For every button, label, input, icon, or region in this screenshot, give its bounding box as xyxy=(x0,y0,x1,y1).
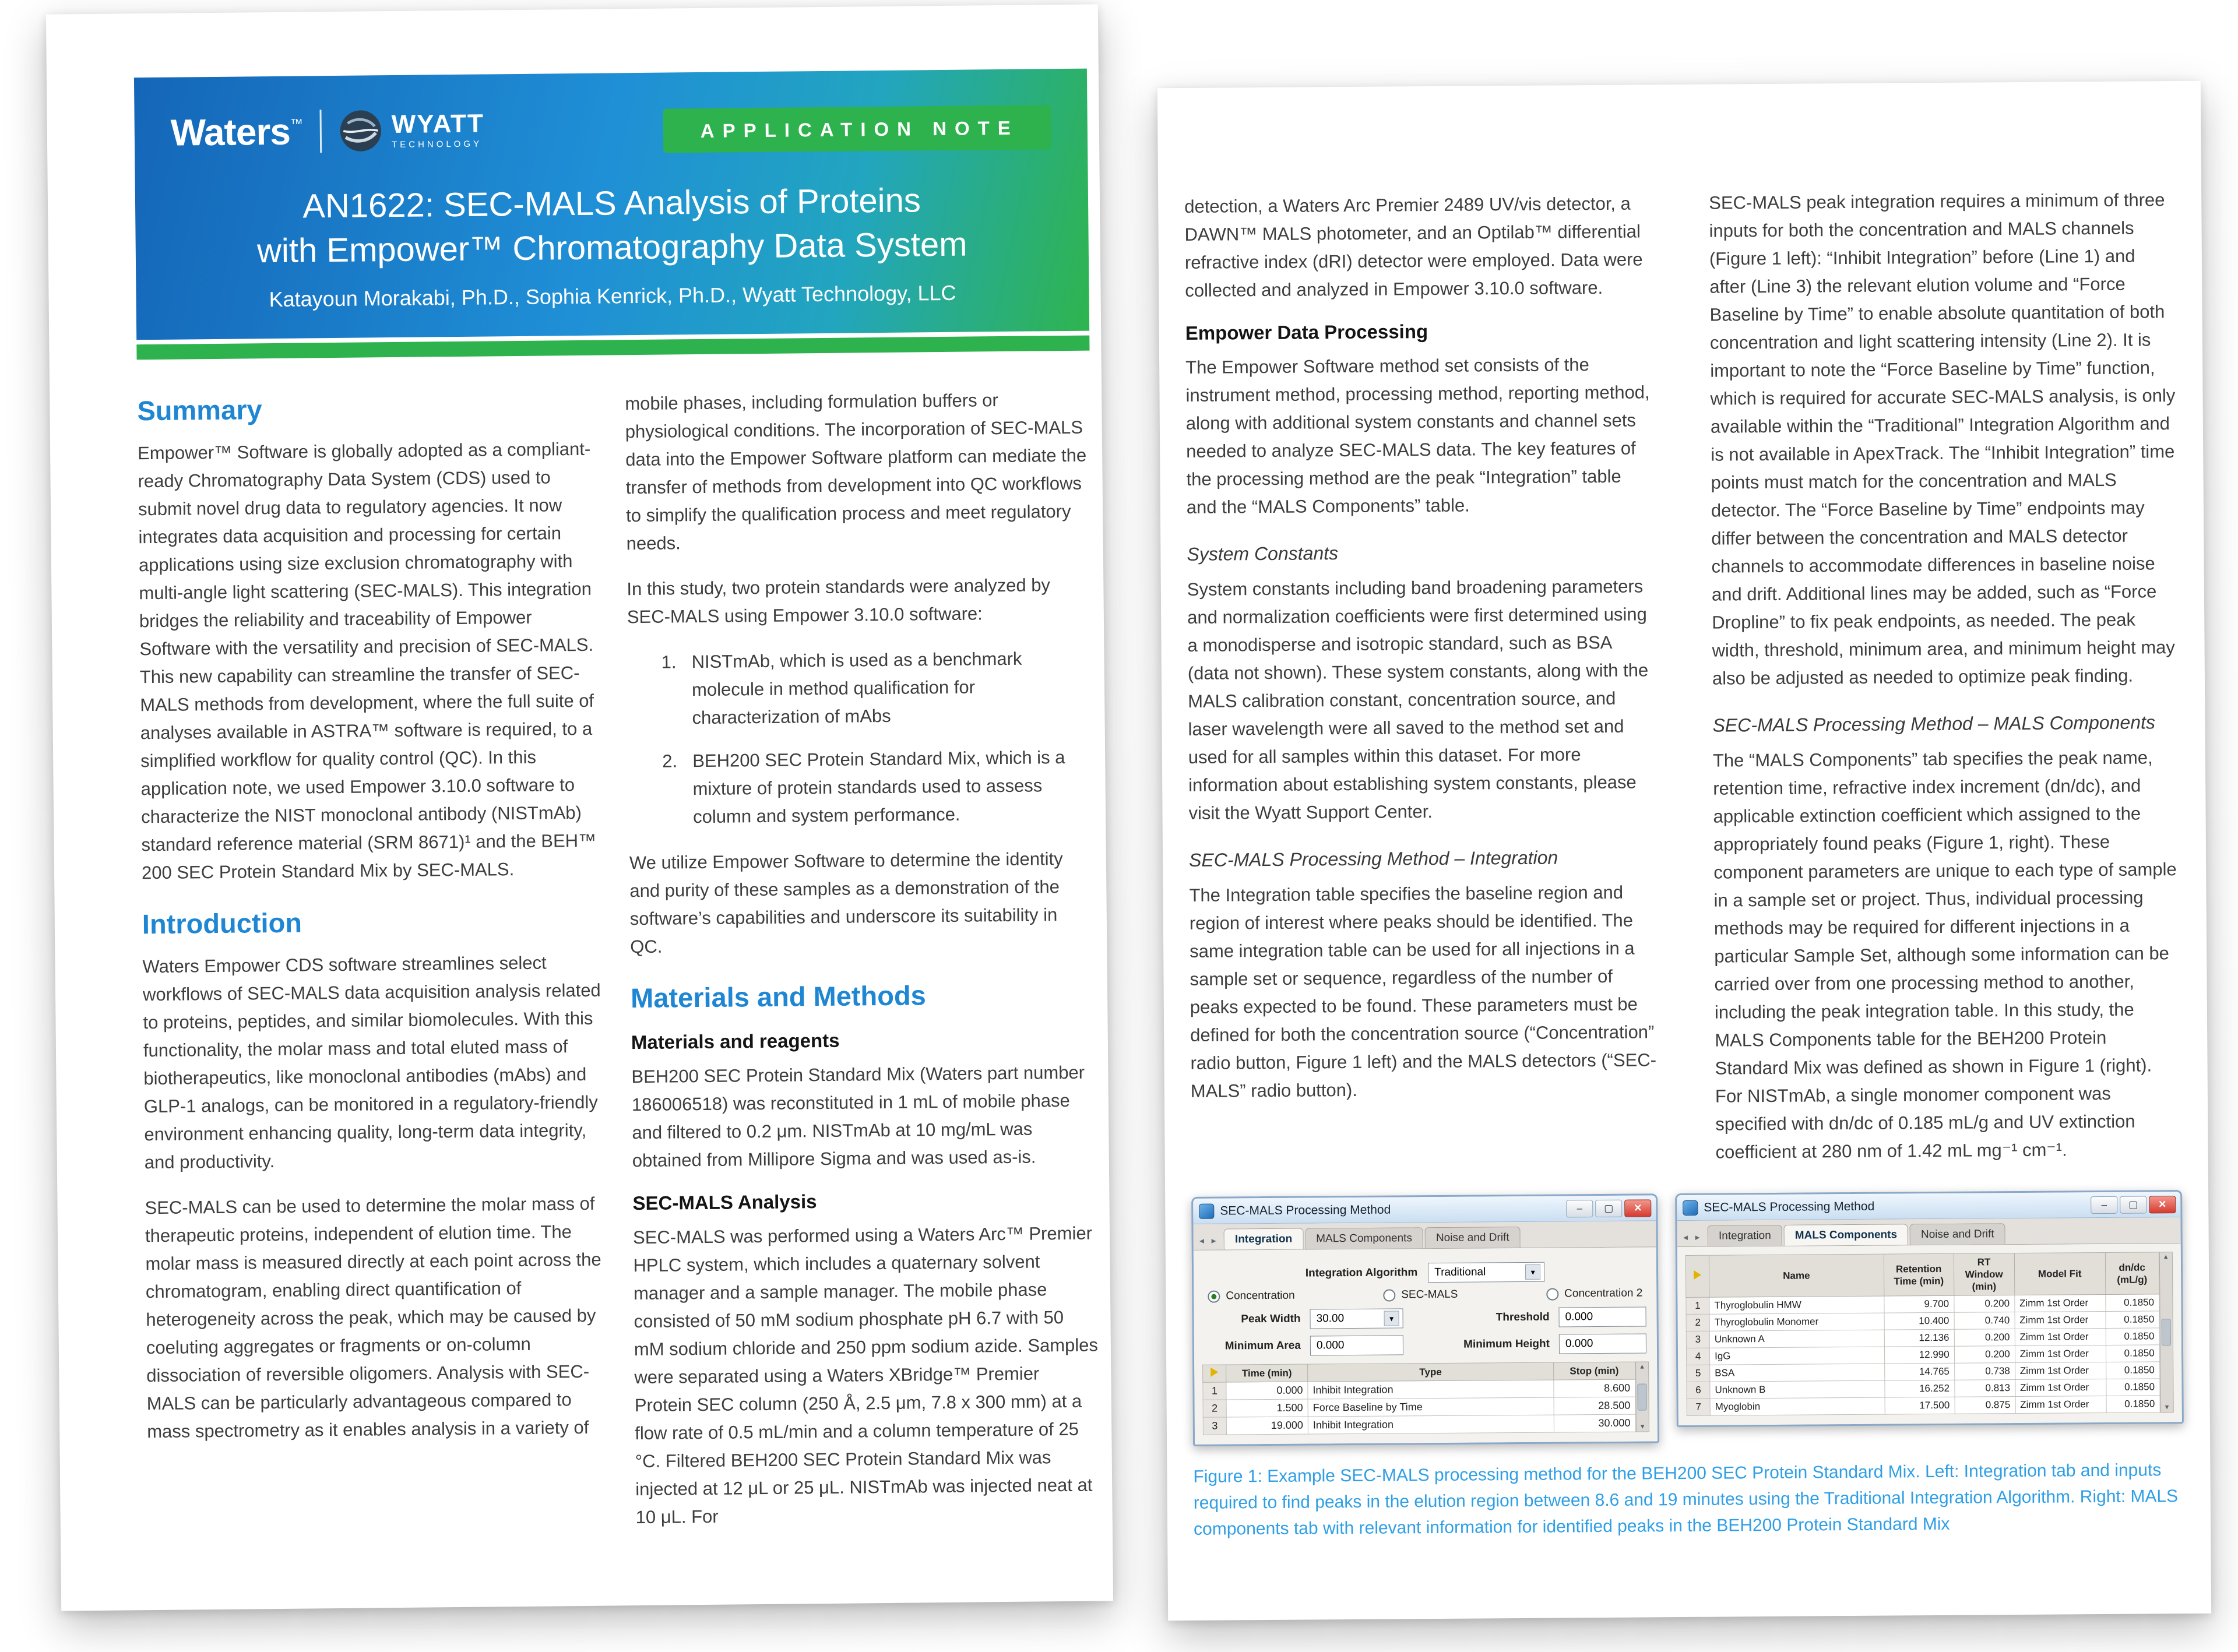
type-cell: Force Baseline by Time xyxy=(1308,1397,1554,1417)
paragraph: detection, a Waters Arc Premier 2489 UV/vis detector, a DAWN™ MALS photometer, and an Optilab™ differential refractive index (dRI) detector were employed. Data were collected and analyzed in Empower 3.10.0 software. xyxy=(1184,193,1643,301)
algorithm-label: Integration Algorithm xyxy=(1305,1266,1418,1280)
radio-sec-mals[interactable] xyxy=(1383,1288,1458,1302)
analysis-paragraph: SEC-MALS was performed using a Waters Arc™ Premier HPLC system, which includes a quaternary solvent manager and a sample manager. The mobile phase consisted of 50 mM sodium phosphate pH 6.7 with 50 mM sodium chloride and 250 ppm sodium azide. Samples were separated using a Waters XBridge™ Premier Protein SEC column (250 Å, 2.5 μm, 7.8 x 300 mm) at a flow rate of 0.5 mL/min and a column temperature of 25 °C. Filtered BEH200 SEC Protein Standard Mix was injected at 12 μL or 25 μL. NISTmAb was injected neat at 10 μL. For xyxy=(632,1223,1099,1528)
header-logo-row xyxy=(170,103,1051,158)
list-item xyxy=(662,744,1093,832)
mals-components-heading: SEC-MALS Processing Method – MALS Components xyxy=(1712,711,2156,736)
dialog-mals-components xyxy=(1675,1190,2184,1427)
grid-pointer-cell xyxy=(1203,1365,1226,1382)
radio-icon xyxy=(1383,1289,1395,1301)
stop-cell: 8.600 xyxy=(1554,1379,1635,1397)
wyatt-name: WYATT xyxy=(391,109,485,139)
name-cell: Unknown B xyxy=(1710,1380,1885,1399)
column-header: RT Window (min) xyxy=(1954,1253,2015,1296)
rt-cell: 14.765 xyxy=(1884,1363,1954,1380)
system-constants-heading: System Constants xyxy=(1187,543,1339,565)
column-header: Type xyxy=(1308,1362,1554,1382)
maximize-button[interactable]: ▢ xyxy=(1595,1199,1622,1217)
type-cell: Inhibit Integration xyxy=(1308,1380,1554,1399)
rt-cell: 12.990 xyxy=(1884,1346,1954,1364)
list-text: NISTmAb, which is used as a benchmark molecule in method qualification for characterization of mAbs xyxy=(691,648,1022,728)
radio-selected-icon xyxy=(1208,1290,1220,1302)
minimum-height-field[interactable]: 0.000 xyxy=(1559,1333,1646,1354)
paragraph: SEC-MALS peak integration requires a minimum of three inputs for both the concentration and MALS channels (Figure 1 left): “Inhibit Integration” before (Line 1) and after (Line 3) the relevant elution volume and “Force Baseline by Time” to enable absolute quantitation of both concentration and light scattering intensity (Line 2). It is important to note the “Force Baseline by Time” function, which is required for accurate SEC-MALS analysis, is only available within the “Traditional” Integration Algorithm and is not available in ApexTrack. The “Inhibit Integration” time points must match for the concentration and MALS detector. The “Force Baseline by Time” endpoints may differ between the concentration and MALS detector channels to accommodate differences in baseline noise and drift. Additional lines may be added, such as “Force Dropline” to fix peak endpoints, as needed. The peak width, threshold, minimum area, and minimum height may also be adjusted as needed to optimize peak finding. xyxy=(1709,189,2176,689)
column-header: Retention Time (min) xyxy=(1884,1253,1954,1296)
window-controls xyxy=(2091,1196,2176,1214)
name-cell: Myoglobin xyxy=(1710,1397,1885,1415)
grid-pointer-icon xyxy=(1694,1270,1701,1280)
page-1-column-2 xyxy=(625,386,1100,1549)
table-row[interactable] xyxy=(1687,1396,2160,1416)
time-cell: 0.000 xyxy=(1226,1382,1308,1400)
dialog-body xyxy=(1194,1247,1658,1445)
wyatt-wordmark xyxy=(392,111,485,150)
algorithm-row xyxy=(1204,1261,1646,1284)
row-number: 1 xyxy=(1203,1382,1226,1400)
window-cell: 0.740 xyxy=(1954,1312,2015,1330)
introduction-paragraph-2: SEC-MALS can be used to determine the molar mass of therapeutic proteins, independent of elution time. The molar mass is measured directly at each point across the chromatogram, enabling direct quantification of heterogeneity across the peak, which may be caused by coeluting aggregates or fragments or on-column dissociation of reversible oligomers. Analysis with SEC-MALS can be particularly advantageous compared to mass spectrometry as it enables analysis in a variety of xyxy=(145,1193,601,1442)
rt-cell: 12.136 xyxy=(1884,1329,1954,1347)
wyatt-subtitle: TECHNOLOGY xyxy=(392,139,483,150)
tab-noise-drift[interactable]: Noise and Drift xyxy=(1910,1223,2005,1245)
dialog-titlebar xyxy=(1193,1195,1656,1224)
list-text: BEH200 SEC Protein Standard Mix, which is a mixture of protein standards used to assess column and system performance. xyxy=(692,747,1065,827)
materials-methods-heading: Materials and Methods xyxy=(630,980,927,1014)
title-line-2: with Empower™ Chromatography Data System xyxy=(256,225,967,270)
peak-width-value: 30.00 xyxy=(1316,1312,1345,1325)
tab-noise-drift[interactable]: Noise and Drift xyxy=(1425,1227,1521,1248)
page-title xyxy=(171,177,1053,274)
row-number: 1 xyxy=(1686,1297,1709,1314)
row-number: 2 xyxy=(1203,1400,1226,1417)
paragraph: We utilize Empower Software to determine the identity and purity of these samples as a demonstration of the software’s capabilities and underscore its suitability in QC. xyxy=(629,848,1063,957)
tab-scroll-arrows-icon[interactable]: ◄ ► xyxy=(1681,1232,1703,1242)
introduction-paragraph-1: Waters Empower CDS software streamlines select workflows of SEC-MALS data acquisition analysis related to proteins, peptides, and similar biomolecules. With this functionality, the molar mass and total eluted mass of biotherapeutics, like monoclonal antibodies (mAbs) and GLP-1 analogs, can be monitored in a regulatory-friendly environment enhancing quality, long-term data integrity, and productivity. xyxy=(142,952,601,1173)
page-2-body xyxy=(1184,186,2197,1188)
header-banner xyxy=(134,69,1089,340)
model-cell: Zimm 1st Order xyxy=(2015,1345,2106,1362)
tab-strip xyxy=(1193,1221,1656,1251)
dndc-cell: 0.1850 xyxy=(2105,1294,2159,1312)
radio-label: Concentration 2 xyxy=(1564,1287,1643,1300)
data-processing-heading: Empower Data Processing xyxy=(1185,320,1428,344)
waters-logo xyxy=(170,110,302,154)
algorithm-dropdown[interactable] xyxy=(1428,1262,1544,1283)
algorithm-value: Traditional xyxy=(1434,1266,1486,1279)
dialog-integration xyxy=(1191,1193,1659,1446)
name-cell: IgG xyxy=(1709,1347,1884,1365)
row-number: 3 xyxy=(1203,1417,1226,1435)
paragraph: The Integration table specifies the baseline region and region of interest where peaks should be identified. The same integration table can be used for all injections in a sample set or sequence, regardless of the number of peaks expected to be found. These parameters must be defined for both the concentration source (“Concentration” radio button, Figure 1 left) and the MALS detectors (“SEC-MALS” radio button). xyxy=(1189,882,1657,1101)
time-cell: 19.000 xyxy=(1226,1417,1308,1435)
paragraph: The Empower Software method set consists of the instrument method, processing method, reporting method, along with additional system constants and channel sets needed to analyze SEC-MALS data. The key features of the processing method are the peak “Integration” table and the “MALS Components” table. xyxy=(1185,354,1650,517)
app-icon xyxy=(1683,1200,1698,1215)
chevron-down-icon[interactable]: ▾ xyxy=(1384,1311,1399,1326)
minimum-area-label: Minimum Area xyxy=(1224,1339,1301,1352)
row-number: 7 xyxy=(1687,1399,1710,1415)
integration-grid xyxy=(1202,1361,1649,1435)
time-cell: 1.500 xyxy=(1226,1399,1308,1417)
row-number: 2 xyxy=(1686,1314,1709,1331)
type-cell: Inhibit Integration xyxy=(1308,1415,1554,1434)
logos xyxy=(170,108,484,154)
dndc-cell: 0.1850 xyxy=(2106,1328,2159,1345)
model-cell: Zimm 1st Order xyxy=(2015,1396,2106,1413)
model-cell: Zimm 1st Order xyxy=(2015,1311,2106,1329)
minimize-button[interactable]: – xyxy=(1566,1200,1593,1217)
row-number: 3 xyxy=(1686,1331,1709,1348)
name-cell: Unknown A xyxy=(1709,1330,1884,1348)
dndc-cell: 0.1850 xyxy=(2106,1396,2160,1413)
window-cell: 0.200 xyxy=(1954,1346,2015,1364)
dialog-titlebar xyxy=(1677,1192,2180,1221)
minimize-button[interactable]: – xyxy=(2091,1196,2117,1213)
source-radio-group xyxy=(1204,1287,1646,1302)
model-cell: Zimm 1st Order xyxy=(2014,1294,2105,1312)
stop-cell: 30.000 xyxy=(1554,1414,1635,1432)
rt-cell: 16.252 xyxy=(1884,1380,1954,1397)
grid-header-row xyxy=(1685,1252,2159,1298)
reagents-paragraph: BEH200 SEC Protein Standard Mix (Waters part number 186006518) was reconstituted in 1 mL of mobile phase and filtered to 0.2 μm. NISTmAb at 10 mg/mL was obtained from Millipore Sigma and was used as-is. xyxy=(631,1062,1085,1171)
scrollbar[interactable] xyxy=(1635,1361,1649,1432)
summary-paragraph: Empower™ Software is globally adopted as a compliant-ready Chromatography Data System (CDS) used to submit novel drug data to regulatory agencies. It now integrates data acquisition and processing for certain applications using size exclusion chromatography with multi-angle light scattering (SEC-MALS). This integration bridges the reliability and traceability of Empower Software with the versatility and precision of SEC-MALS. This new capability can streamline the transfer of SEC-MALS methods from development, where the full suite of analyses available in ASTRA™ software is required, to a simplified workflow for quality control (QC). In this application note, we used Empower 3.10.0 software to characterize the NIST monoclonal antibody (NISTmAb) standard reference material (SRM 8671)¹ and the BEH™ 200 SEC Protein Standard Mix by SEC-MALS. xyxy=(137,438,597,883)
chevron-down-icon[interactable]: ▾ xyxy=(1525,1264,1540,1280)
dndc-cell: 0.1850 xyxy=(2106,1311,2159,1329)
page-2-column-2 xyxy=(1709,186,2182,1184)
figure-caption: Figure 1: Example SEC-MALS processing method for the BEH200 SEC Protein Standard Mix. Left: Integration tab and inputs required to find peaks in the elution region between 8.6 and 19 minutes using the Traditional Integration Algorithm. Right: MALS components tab with relevant information for identified peaks in the BEH200 Protein Standard Mix xyxy=(1193,1460,2179,1539)
row-number: 5 xyxy=(1687,1365,1710,1382)
name-cell: Thyroglobulin HMW xyxy=(1709,1296,1884,1314)
list-number: 1. xyxy=(661,651,677,672)
wyatt-globe-icon xyxy=(339,109,383,153)
rt-cell: 9.700 xyxy=(1884,1295,1954,1313)
dialog-title: SEC-MALS Processing Method xyxy=(1220,1203,1391,1218)
tab-mals-components[interactable]: MALS Components xyxy=(1784,1224,1908,1245)
page-2 xyxy=(1157,81,2211,1621)
scrollbar-thumb[interactable] xyxy=(1638,1383,1647,1410)
minimum-height-label: Minimum Height xyxy=(1463,1337,1550,1351)
window-cell: 0.813 xyxy=(1954,1380,2015,1397)
wyatt-logo xyxy=(339,108,485,153)
table-row[interactable] xyxy=(1203,1414,1635,1435)
paragraph: The “MALS Components” tab specifies the peak name, retention time, refractive index increment (dn/dc), and applicable extinction coefficient which assigned to the appropriately found peaks (Figure 1, right). These component parameters are unique to each type of sample in a sample set or project. Thus, individual processing methods may be required for different injections in a particular Sample Set, although some information can be carried over from one processing method to another, including the peak integration table. In this study, the MALS Components table for the BEH200 Protein Standard Mix was defined as shown in Figure 1 (right). For NISTmAb, a single monomer component was specified with dn/dc of 0.185 mL/g and UV extinction coefficient at 280 nm of 1.42 mL mg⁻¹ cm⁻¹. xyxy=(1712,747,2177,1163)
close-button[interactable]: ✕ xyxy=(1624,1199,1651,1217)
scrollbar-thumb[interactable] xyxy=(2162,1319,2171,1345)
name-cell: Thyroglobulin Monomer xyxy=(1709,1313,1884,1331)
radio-label: Concentration xyxy=(1226,1289,1295,1302)
radio-icon xyxy=(1546,1288,1558,1300)
row-number: 6 xyxy=(1687,1382,1710,1399)
model-cell: Zimm 1st Order xyxy=(2015,1328,2106,1345)
dialog-body xyxy=(1677,1244,2182,1425)
scroll-up-icon[interactable]: ▲ xyxy=(1639,1363,1646,1371)
rt-cell: 17.500 xyxy=(1885,1397,1955,1414)
integration-method-heading: SEC-MALS Processing Method – Integration xyxy=(1188,847,1558,871)
row-number: 4 xyxy=(1686,1348,1709,1365)
sec-mals-analysis-heading: SEC-MALS Analysis xyxy=(632,1190,817,1214)
model-cell: Zimm 1st Order xyxy=(2015,1362,2106,1379)
peak-width-row xyxy=(1204,1306,1646,1329)
paragraph: mobile phases, including formulation buffers or physiological conditions. The incorporation of SEC-MALS data into the Empower Software platform can mediate the transfer of methods from development into QC workflows to simplify the qualification process and meet regulatory needs. xyxy=(625,390,1087,554)
column-header: Name xyxy=(1709,1254,1884,1297)
list-number: 2. xyxy=(662,751,678,772)
scroll-down-icon[interactable]: ▼ xyxy=(1639,1423,1646,1431)
list-item xyxy=(661,644,1092,732)
header-green-bar xyxy=(136,336,1089,360)
paragraph: System constants including band broadening parameters and normalization coefficients were first determined using a monodisperse and isotropic standard, such as BSA (data not shown). These system constants, along with the MALS calibration constant, concentration source, and laser wavelength were all saved to the method set and used for all samples within this dataset. For more information about establishing system constants, please visit the Wyatt Support Center. xyxy=(1187,576,1649,823)
radio-concentration[interactable] xyxy=(1208,1290,1294,1303)
column-header: Model Fit xyxy=(2014,1252,2105,1295)
dndc-cell: 0.1850 xyxy=(2106,1379,2159,1396)
column-header: dn/dc (mL/g) xyxy=(2105,1252,2159,1295)
column-header: Time (min) xyxy=(1226,1364,1308,1382)
scrollbar[interactable] xyxy=(2159,1252,2173,1413)
model-cell: Zimm 1st Order xyxy=(2015,1379,2106,1396)
summary-heading: Summary xyxy=(137,394,262,427)
title-line-1: AN1622: SEC-MALS Analysis of Proteins xyxy=(302,181,921,226)
window-cell: 0.738 xyxy=(1954,1363,2015,1380)
name-cell: BSA xyxy=(1710,1364,1885,1382)
radio-concentration-2[interactable] xyxy=(1546,1287,1642,1301)
dndc-cell: 0.1850 xyxy=(2106,1362,2159,1379)
window-cell: 0.200 xyxy=(1954,1295,2014,1313)
threshold-field[interactable]: 0.000 xyxy=(1558,1306,1646,1327)
window-cell: 0.200 xyxy=(1954,1329,2015,1347)
stop-cell: 28.500 xyxy=(1554,1397,1635,1415)
close-button[interactable]: ✕ xyxy=(2149,1196,2176,1213)
paragraph: In this study, two protein standards were analyzed by SEC-MALS using Empower 3.10.0 software: xyxy=(627,575,1051,628)
minimum-area-field[interactable]: 0.000 xyxy=(1310,1335,1403,1355)
peak-width-label: Peak Width xyxy=(1241,1312,1301,1326)
window-cell: 0.875 xyxy=(1955,1397,2015,1414)
logo-divider xyxy=(320,110,322,153)
application-note-badge: APPLICATION NOTE xyxy=(663,105,1051,153)
tab-integration[interactable]: Integration xyxy=(1224,1228,1303,1250)
grid-pointer-icon xyxy=(1211,1368,1218,1377)
authors: Katayoun Morakabi, Ph.D., Sophia Kenrick, Ph.D., Wyatt Technology, LLC xyxy=(269,280,956,312)
trademark-symbol: ™ xyxy=(290,116,302,131)
dialog-title: SEC-MALS Processing Method xyxy=(1704,1199,1875,1214)
page-2-column-1 xyxy=(1184,189,1657,1123)
tab-strip xyxy=(1677,1217,2180,1247)
radio-label: SEC-MALS xyxy=(1401,1288,1458,1301)
figure-1 xyxy=(1191,1190,2198,1446)
introduction-heading: Introduction xyxy=(142,907,302,940)
waters-wordmark: Waters xyxy=(170,110,291,154)
tab-mals-components[interactable]: MALS Components xyxy=(1305,1227,1423,1249)
tab-scroll-arrows-icon[interactable]: ◄ ► xyxy=(1198,1236,1219,1245)
page-1-column-1 xyxy=(137,390,613,1554)
page-1-body xyxy=(137,386,1101,1554)
reagents-heading: Materials and reagents xyxy=(631,1029,840,1054)
tab-integration[interactable]: Integration xyxy=(1708,1225,1782,1246)
components-grid xyxy=(1685,1252,2174,1416)
rt-cell: 10.400 xyxy=(1884,1312,1954,1330)
threshold-label: Threshold xyxy=(1495,1311,1550,1324)
window-controls xyxy=(1566,1199,1651,1217)
grid-pointer-cell xyxy=(1685,1255,1709,1297)
app-icon xyxy=(1199,1203,1214,1218)
maximize-button[interactable]: ▢ xyxy=(2120,1196,2146,1213)
scroll-down-icon[interactable]: ▼ xyxy=(2163,1404,2170,1411)
scroll-up-icon[interactable]: ▲ xyxy=(2162,1253,2169,1261)
dndc-cell: 0.1850 xyxy=(2106,1345,2159,1362)
peak-width-dropdown[interactable] xyxy=(1310,1308,1403,1329)
minimum-row xyxy=(1205,1333,1646,1356)
page-1 xyxy=(46,4,1113,1611)
column-header: Stop (min) xyxy=(1553,1362,1635,1380)
numbered-list xyxy=(627,644,1093,832)
